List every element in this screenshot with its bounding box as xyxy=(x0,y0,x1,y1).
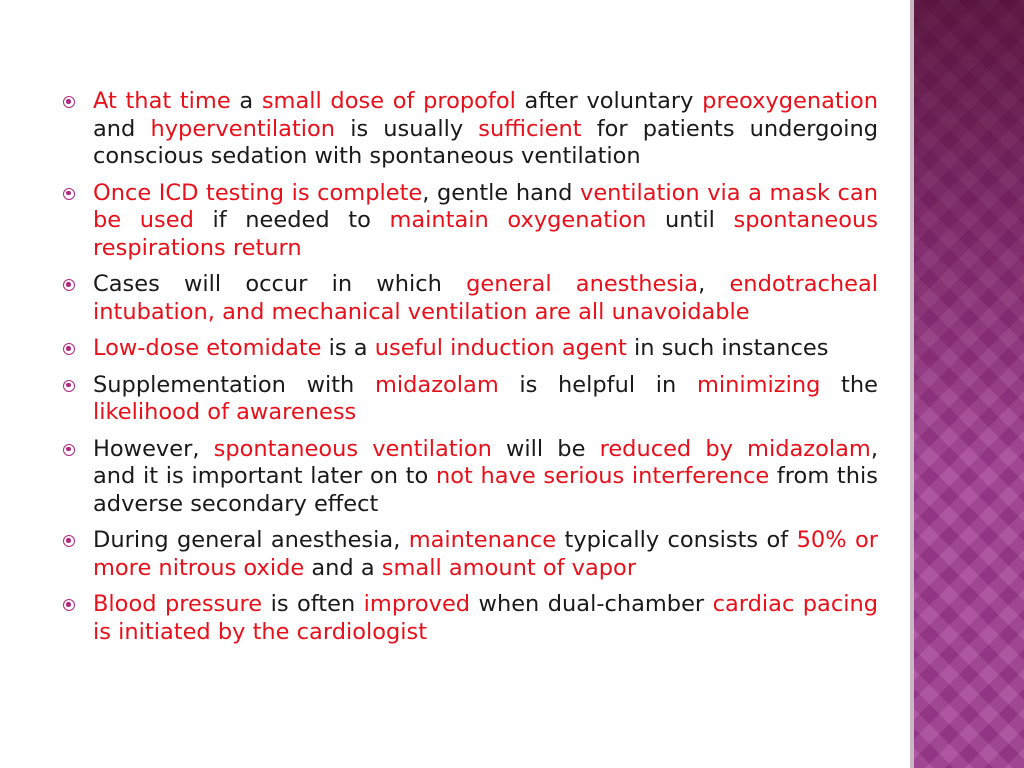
bullet-circle-icon xyxy=(63,188,75,200)
body-text: a xyxy=(230,88,262,114)
body-text: Cases will occur in which xyxy=(93,271,467,297)
highlighted-text: At that time xyxy=(93,88,231,114)
body-text: is usually xyxy=(335,115,479,142)
body-text: after voluntary xyxy=(515,88,703,114)
body-text: and a xyxy=(304,554,382,581)
highlighted-text: endotracheal intubation, and mechanical ventilation are all unavoidable xyxy=(93,271,878,325)
highlighted-text: improved xyxy=(363,591,471,617)
highlighted-text: Low-dose etomidate xyxy=(93,335,322,361)
bullet-item xyxy=(62,180,878,263)
highlighted-text: maintain oxygenation xyxy=(389,207,647,233)
bullet-item xyxy=(62,436,878,519)
body-text: the xyxy=(820,371,878,398)
body-text: Supplementation with xyxy=(93,371,375,398)
highlighted-text: ventilation via a mask can be used xyxy=(93,179,878,233)
body-text: However, xyxy=(93,435,214,462)
highlighted-text: general anesthesia xyxy=(466,271,699,297)
highlighted-text: likelihood of awareness xyxy=(93,399,357,425)
highlighted-text: minimizing xyxy=(696,371,821,398)
highlighted-text: maintenance xyxy=(408,527,557,553)
highlighted-text: preoxygenation xyxy=(702,88,879,114)
body-text: is a xyxy=(321,335,375,361)
highlighted-text: cardiac pacing is initiated by the cardiologist xyxy=(93,591,878,645)
body-text: will be xyxy=(491,435,600,462)
highlighted-text: small amount of vapor xyxy=(381,554,637,581)
body-text: is often xyxy=(262,591,364,617)
bullet-circle-icon xyxy=(63,535,75,547)
bullet-circle-icon xyxy=(63,343,75,355)
bullet-circle-icon xyxy=(63,380,75,392)
highlighted-text: spontaneous ventilation xyxy=(213,435,492,462)
body-text: During general anesthesia, xyxy=(93,527,409,553)
bullet-item xyxy=(62,527,878,582)
bullet-item xyxy=(62,591,878,646)
body-text: , xyxy=(698,271,730,297)
bullet-circle-icon xyxy=(63,599,75,611)
bullet-item xyxy=(62,372,878,427)
bullet-circle-icon xyxy=(63,279,75,291)
bullet-circle-icon xyxy=(63,96,75,108)
decorative-side-band xyxy=(914,0,1024,768)
highlighted-text: reduced by midazolam xyxy=(599,435,871,462)
body-text: from this adverse secondary effect xyxy=(93,463,878,517)
highlighted-text: midazolam xyxy=(374,371,499,398)
body-text: , and it is important later on to xyxy=(93,435,878,489)
highlighted-text: hyperventilation xyxy=(150,115,336,142)
bullet-circle-icon xyxy=(63,444,75,456)
highlighted-text: not have serious interference xyxy=(435,463,770,489)
bullet-item xyxy=(62,335,878,363)
body-text: typically consists of xyxy=(556,527,797,553)
body-text: if needed to xyxy=(193,207,390,233)
highlighted-text: useful induction agent xyxy=(374,335,627,361)
bullet-item xyxy=(62,88,878,171)
bullet-item xyxy=(62,271,878,326)
highlighted-text: Blood pressure xyxy=(93,591,263,617)
highlighted-text: small dose of propofol xyxy=(261,88,516,114)
body-text: and xyxy=(93,115,151,142)
highlighted-text: Once ICD testing is complete xyxy=(93,179,423,206)
highlighted-text: spontaneous respirations return xyxy=(93,207,878,261)
body-text: , gentle hand xyxy=(422,179,581,206)
highlighted-text: sufficient xyxy=(478,115,582,142)
body-text: for patients undergoing conscious sedation with spontaneous ventilation xyxy=(93,115,879,169)
highlighted-text: 50% or more nitrous oxide xyxy=(93,527,878,581)
body-text: when dual-chamber xyxy=(470,591,713,617)
bullet-list xyxy=(62,88,878,655)
body-text: until xyxy=(646,207,734,233)
body-text: is helpful in xyxy=(498,371,697,398)
body-text: in such instances xyxy=(626,335,829,361)
